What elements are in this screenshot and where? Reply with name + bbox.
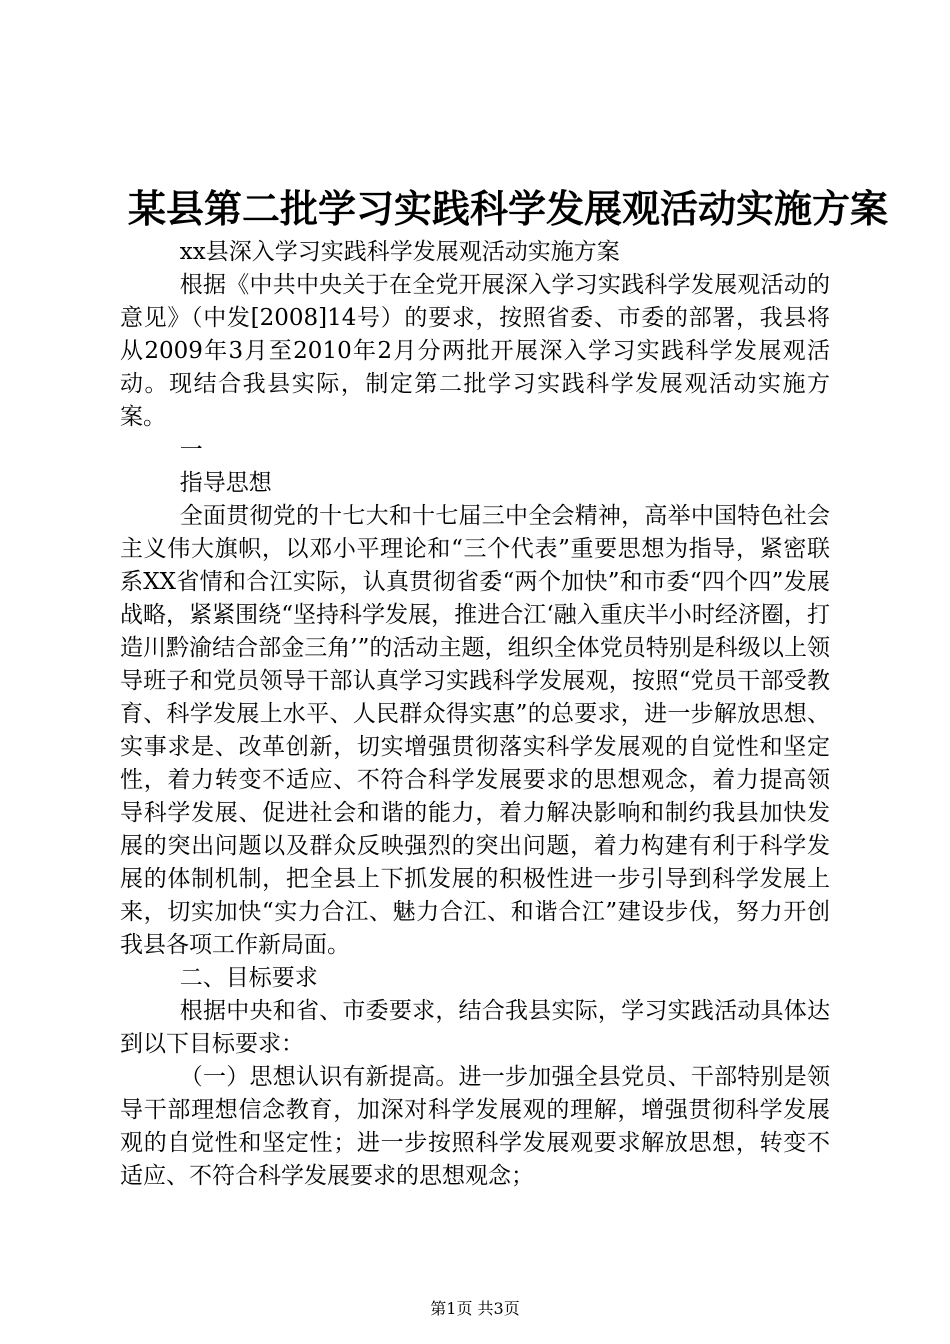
intro-paragraph: 根据《中共中央关于在全党开展深入学习实践科学发展观活动的意见》（中发[2008]14号）的要求，按照省委、市委的部署，我县将从2009年3月至2010年2月分两批开展深入学习实践科学发展观活动。现结合我县实际，制定第二批学习实践科学发展观活动实施方案。 xyxy=(120,272,830,430)
section-heading-goals: 二、目标要求 xyxy=(179,965,318,991)
page-footer: 第1页 共3页 xyxy=(430,1299,520,1318)
section-heading-guiding-thought: 指导思想 xyxy=(179,470,272,496)
document-body xyxy=(120,236,830,1193)
goals-intro-paragraph: 根据中央和省、市委要求，结合我县实际，学习实践活动具体达到以下目标要求： xyxy=(120,998,830,1057)
subtitle-paragraph: xx县深入学习实践科学发展观活动实施方案 xyxy=(179,239,620,265)
guiding-thought-paragraph: 全面贯彻党的十七大和十七届三中全会精神，高举中国特色社会主义伟大旗帜，以邓小平理论和“三个代表”重要思想为指导，紧密联系XX省情和合江实际，认真贯彻省委“两个加快”和市委“四个四”发展战略，紧紧围绕“坚持科学发展，推进合江‘融入重庆半小时经济圈，打造川黔渝结合部金三角’”的活动主题，组织全体党员特别是科级以上领导班子和党员领导干部认真学习实践科学发展观，按照“党员干部受教育、科学发展上水平、人民群众得实惠”的总要求，进一步解放思想、实事求是、改革创新，切实增强贯彻落实科学发展观的自觉性和坚定性，着力转变不适应、不符合科学发展要求的思想观念，着力提高领导科学发展、促进社会和谐的能力，着力解决影响和制约我县加快发展的突出问题以及群众反映强烈的突出问题，着力构建有利于科学发展的体制机制，把全县上下抓发展的积极性进一步引导到科学发展上来，切实加快“实力合江、魅力合江、和谐合江”建设步伐，努力开创我县各项工作新局面。 xyxy=(120,503,830,958)
goal-item-1-paragraph: （一）思想认识有新提高。进一步加强全县党员、干部特别是领导干部理想信念教育，加深对科学发展观的理解，增强贯彻科学发展观的自觉性和坚定性；进一步按照科学发展观要求解放思想，转变不适应、不符合科学发展要求的思想观念； xyxy=(120,1064,830,1189)
section-number: 一 xyxy=(179,437,203,463)
document-title: 某县第二批学习实践科学发展观活动实施方案 xyxy=(128,186,889,231)
